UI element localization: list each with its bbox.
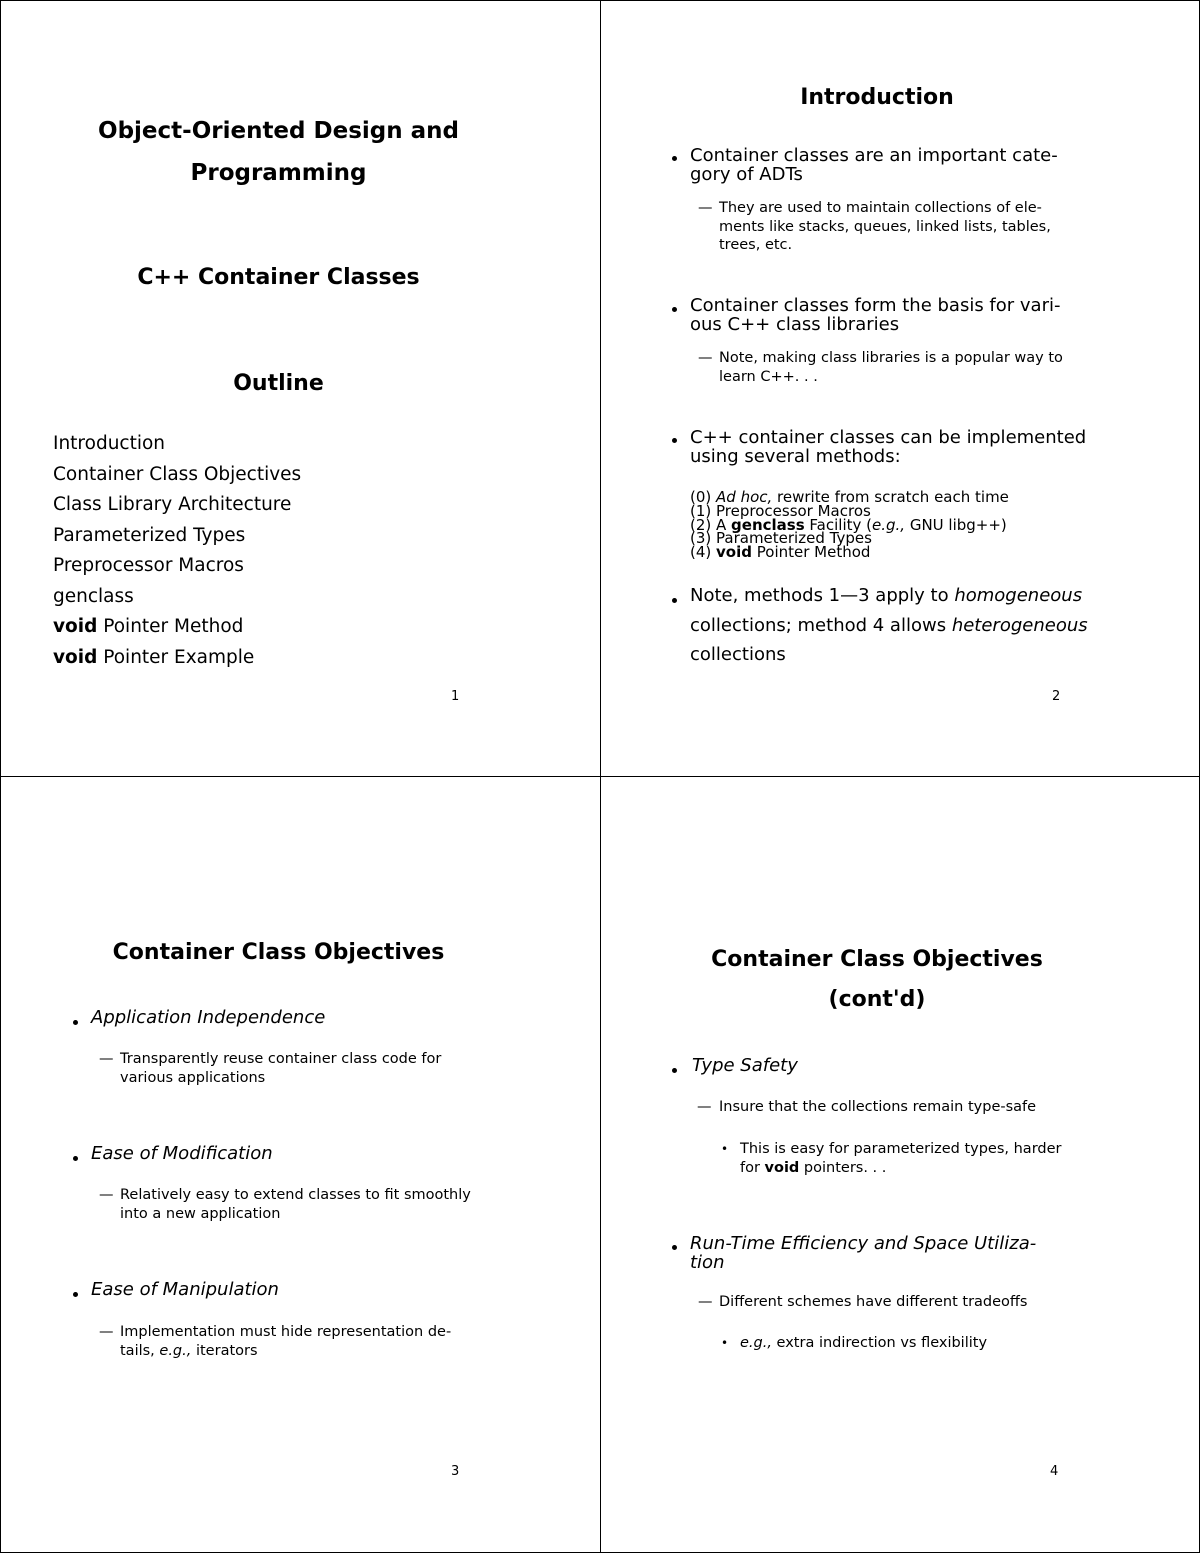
bullet-3: Ease of Manipulation	[91, 1279, 279, 1300]
outline-item: Container Class Objectives	[53, 463, 302, 485]
dash-marker: —	[698, 1294, 713, 1310]
sub-bullet-2: Note, making class libraries is a popular way to learn C++. . .	[719, 350, 1063, 385]
slide-3-title: Container Class Objectives	[112, 940, 445, 965]
subsub-marker: •	[721, 1142, 729, 1156]
sub-sub-bullet-1: This is easy for parameterized types, harder for void pointers. . .	[740, 1141, 1062, 1176]
page-number: 1	[451, 689, 460, 704]
page-number: 4	[1050, 1464, 1059, 1479]
bullet-2: Ease of Modification	[91, 1143, 273, 1164]
outline-heading: Outline	[233, 371, 324, 396]
slide-3	[0, 776, 601, 1553]
slide-4-title	[601, 940, 1153, 1020]
method-1: (1) Preprocessor Macros	[690, 501, 871, 520]
title-line-2: Programming	[190, 160, 367, 186]
dash-marker: —	[698, 350, 713, 366]
sub-bullet-2: Different schemes have different tradeoffs	[719, 1294, 1028, 1310]
outline-item: Class Library Architecture	[53, 494, 292, 515]
bullet-3: C++ container classes can be implemented using several methods:	[690, 427, 1087, 467]
outline-item: genclass	[53, 585, 134, 607]
slide-1-title	[1, 110, 556, 194]
bullet-2: Run-Time Efficiency and Space Utiliza- tion	[690, 1233, 1037, 1273]
dash-marker: —	[99, 1324, 114, 1340]
bullet-dot	[73, 1156, 78, 1161]
subsub-marker: •	[721, 1336, 729, 1350]
slide-1-subtitle: C++ Container Classes	[137, 265, 420, 290]
sub-bullet-1: Insure that the collections remain type-safe	[719, 1099, 1037, 1115]
dash-marker: —	[697, 1099, 712, 1115]
bullet-4-note: Note, methods 1—3 apply to homogeneous collections; method 4 allows heterogeneous collections	[690, 585, 1088, 665]
outline-list	[53, 429, 301, 673]
sub-bullet-1: Transparently reuse container class code for various applications	[120, 1051, 442, 1086]
bullet-dot	[672, 598, 677, 603]
slide-4	[600, 776, 1200, 1553]
sub-bullet-3: Implementation must hide representation de- tails, e.g., iterators	[120, 1324, 452, 1359]
outline-item: Introduction	[53, 433, 166, 454]
slide-2-title: Introduction	[800, 85, 954, 110]
page-number: 3	[451, 1464, 460, 1479]
bullet-dot	[672, 1245, 677, 1250]
bullet-dot	[672, 438, 677, 443]
outline-item: void Pointer Example	[53, 646, 255, 668]
sub-sub-bullet-2: e.g., extra indirection vs flexibility	[740, 1335, 988, 1351]
bullet-dot	[672, 1068, 677, 1073]
bullet-dot	[73, 1292, 78, 1297]
sub-bullet-1: They are used to maintain collections of ele- ments like stacks, queues, linked lists, tables, trees, etc.	[719, 200, 1051, 253]
sub-bullet-2: Relatively easy to extend classes to fit smoothly into a new application	[120, 1187, 471, 1222]
method-3: (3) Parameterized Types	[690, 529, 872, 548]
bullet-1: Type Safety	[692, 1055, 798, 1076]
bullet-dot	[672, 156, 677, 161]
method-4: (4) void Pointer Method	[690, 543, 871, 562]
bullet-2: Container classes form the basis for vari- ous C++ class libraries	[690, 295, 1061, 335]
method-0: (0) Ad hoc, rewrite from scratch each time	[690, 488, 1009, 506]
title-line-1: Object-Oriented Design and	[98, 118, 459, 144]
bullet-1: Container classes are an important cate- gory of ADTs	[690, 145, 1058, 185]
bullet-1: Application Independence	[91, 1007, 326, 1028]
slide-1	[0, 0, 601, 777]
outline-item: Parameterized Types	[53, 524, 246, 546]
title-line-2: (cont'd)	[828, 987, 926, 1012]
bullet-dot	[672, 307, 677, 312]
title-line-1: Container Class Objectives	[711, 947, 1043, 972]
outline-item: Preprocessor Macros	[53, 555, 244, 576]
dash-marker: —	[698, 200, 713, 216]
page-number: 2	[1052, 689, 1061, 704]
dash-marker: —	[99, 1051, 114, 1067]
slide-2	[600, 0, 1200, 777]
bullet-dot	[73, 1020, 78, 1025]
method-2: (2) A genclass Facility (e.g., GNU libg++)	[690, 515, 1007, 534]
dash-marker: —	[99, 1187, 114, 1203]
methods-list	[690, 488, 1009, 562]
outline-item: void Pointer Method	[53, 616, 244, 637]
